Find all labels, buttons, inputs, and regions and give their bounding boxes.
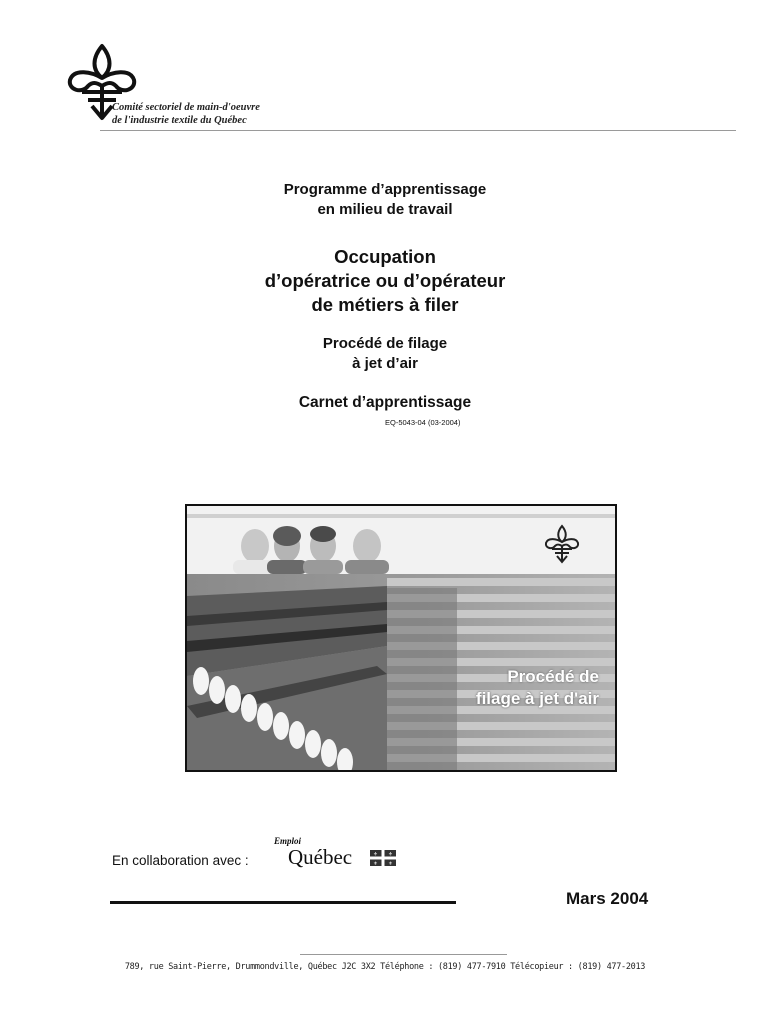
collaboration-label: En collaboration avec : xyxy=(112,853,249,868)
occupation-title xyxy=(0,245,770,317)
procede-title xyxy=(0,334,770,374)
svg-text:⚜: ⚜ xyxy=(373,851,378,858)
occupation-line-3: de métiers à filer xyxy=(311,294,459,315)
cover-title xyxy=(476,666,599,710)
partner-name: Québec xyxy=(288,845,353,869)
footer-rule xyxy=(300,954,507,955)
program-line-1: Programme d’apprentissage xyxy=(283,181,487,198)
svg-text:⚜: ⚜ xyxy=(388,851,393,858)
document-code: EQ-5043-04 (03-2004) xyxy=(385,418,461,427)
occupation-line-2: d’opératrice ou d’opérateur xyxy=(264,270,506,291)
publication-date: Mars 2004 xyxy=(566,889,649,908)
program-line-2: en milieu de travail xyxy=(317,201,453,218)
footer-address: 789, rue Saint-Pierre, Drummondville, Québec J2C 3X2 Téléphone : (819) 477-7910 Télécopieur : (819) 477-2013 xyxy=(124,962,646,972)
cover-title-line-2: filage à jet d'air xyxy=(475,689,599,708)
procede-line-1: Procédé de filage xyxy=(322,335,448,352)
quebec-flag-icon xyxy=(370,850,396,866)
svg-text:⚜: ⚜ xyxy=(373,861,378,866)
org-line-1: Comité sectoriel de main-d'oeuvre xyxy=(112,102,260,113)
carnet-title: Carnet d’apprentissage xyxy=(298,394,472,411)
program-title xyxy=(0,180,770,220)
organization-name xyxy=(112,101,260,127)
cover-title-line-1: Procédé de xyxy=(507,667,599,686)
org-line-2: de l'industrie textile du Québec xyxy=(112,115,247,126)
spinning-machines-photo xyxy=(187,506,617,772)
bottom-rule xyxy=(110,901,456,904)
cover-image xyxy=(185,504,617,772)
svg-text:⚜: ⚜ xyxy=(388,861,393,866)
partner-small-text: Emploi xyxy=(274,836,302,846)
header-rule xyxy=(100,130,736,131)
procede-line-2: à jet d’air xyxy=(352,355,418,372)
occupation-line-1: Occupation xyxy=(334,246,436,267)
